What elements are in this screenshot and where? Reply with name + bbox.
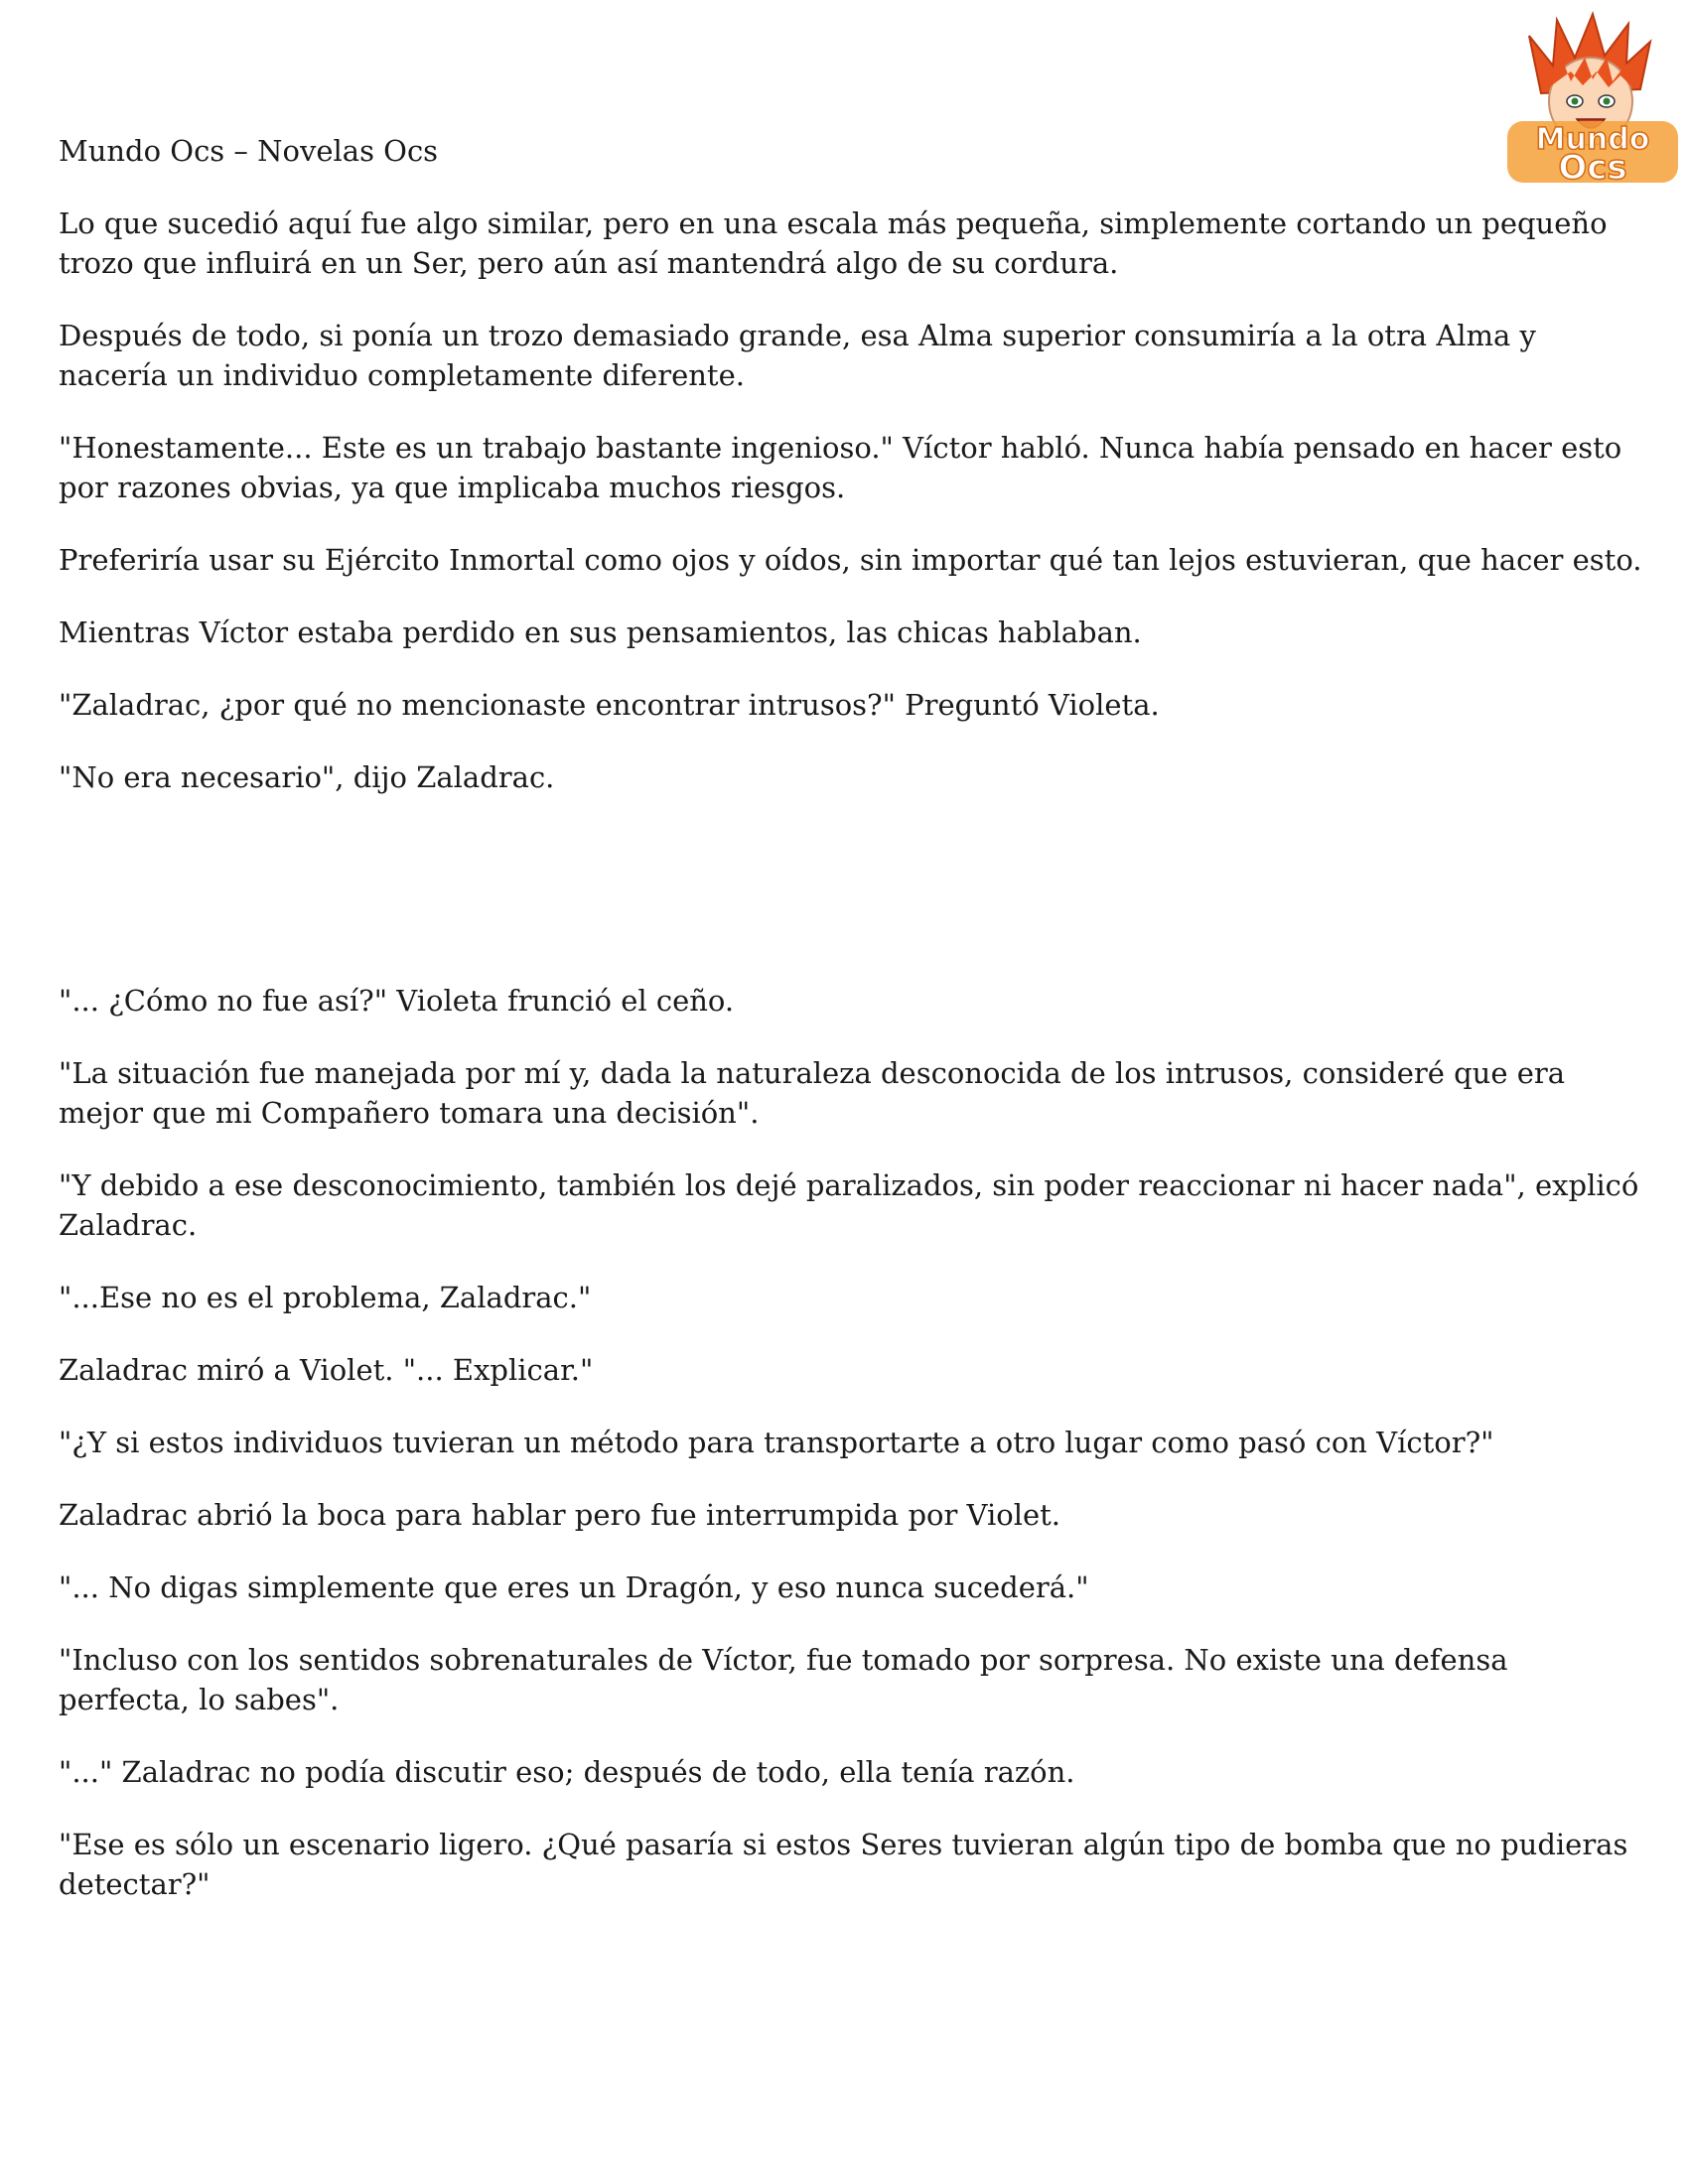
paragraph: Zaladrac miró a Violet. "... Explicar.": [59, 1353, 594, 1387]
paragraph: "..." Zaladrac no podía discutir eso; después de todo, ella tenía razón.: [59, 1755, 1075, 1789]
paragraph: "La situación fue manejada por mí y, dada la naturaleza desconocida de los intrusos, consideré que era mejor que mi Compañero tomara una decisión".: [59, 1056, 1566, 1130]
logo-graphic: [1501, 6, 1684, 187]
paragraph: "Ese es sólo un escenario ligero. ¿Qué pasaría si estos Seres tuvieran algún tipo de bomba que no pudieras detectar?": [59, 1828, 1628, 1901]
text-block-2: [59, 981, 1647, 1937]
paragraph: "Y debido a ese desconocimiento, también los dejé paralizados, sin poder reaccionar ni hacer nada", explicó Zaladrac.: [59, 1168, 1639, 1242]
page-header-title: Mundo Ocs – Novelas Ocs: [59, 134, 439, 168]
paragraph: "Honestamente... Este es un trabajo bastante ingenioso." Víctor habló. Nunca había pensado en hacer esto por razones obvias, ya que implicaba muchos riesgos.: [59, 431, 1622, 504]
paragraph: Mientras Víctor estaba perdido en sus pensamientos, las chicas hablaban.: [59, 615, 1142, 649]
logo-text-line2: Ocs: [1558, 148, 1627, 187]
mundo-ocs-logo: [1501, 6, 1684, 187]
logo-text-line1: Mundo: [1535, 122, 1650, 157]
paragraph: Lo que sucedió aquí fue algo similar, pero en una escala más pequeña, simplemente cortando un pequeño trozo que influirá en un Ser, pero aún así mantendrá algo de su cordura.: [59, 206, 1608, 280]
text-block-1: [59, 204, 1647, 830]
paragraph: Después de todo, si ponía un trozo demasiado grande, esa Alma superior consumiría a la otra Alma y nacería un individuo completamente diferente.: [59, 319, 1536, 392]
paragraph: Preferiría usar su Ejército Inmortal como ojos y oídos, sin importar qué tan lejos estuvieran, que hacer esto.: [59, 543, 1642, 577]
paragraph: "...Ese no es el problema, Zaladrac.": [59, 1281, 592, 1314]
paragraph: "... ¿Cómo no fue así?" Violeta frunció el ceño.: [59, 984, 735, 1018]
paragraph: "Zaladrac, ¿por qué no mencionaste encontrar intrusos?" Preguntó Violeta.: [59, 688, 1160, 722]
paragraph: "... No digas simplemente que eres un Dragón, y eso nunca sucederá.": [59, 1570, 1089, 1604]
paragraph: "¿Y si estos individuos tuvieran un método para transportarte a otro lugar como pasó con Víctor?": [59, 1426, 1494, 1459]
paragraph: Zaladrac abrió la boca para hablar pero fue interrumpida por Violet.: [59, 1498, 1061, 1532]
paragraph: "No era necesario", dijo Zaladrac.: [59, 760, 555, 794]
paragraph: "Incluso con los sentidos sobrenaturales de Víctor, fue tomado por sorpresa. No existe una defensa perfecta, lo sabes".: [59, 1643, 1508, 1716]
